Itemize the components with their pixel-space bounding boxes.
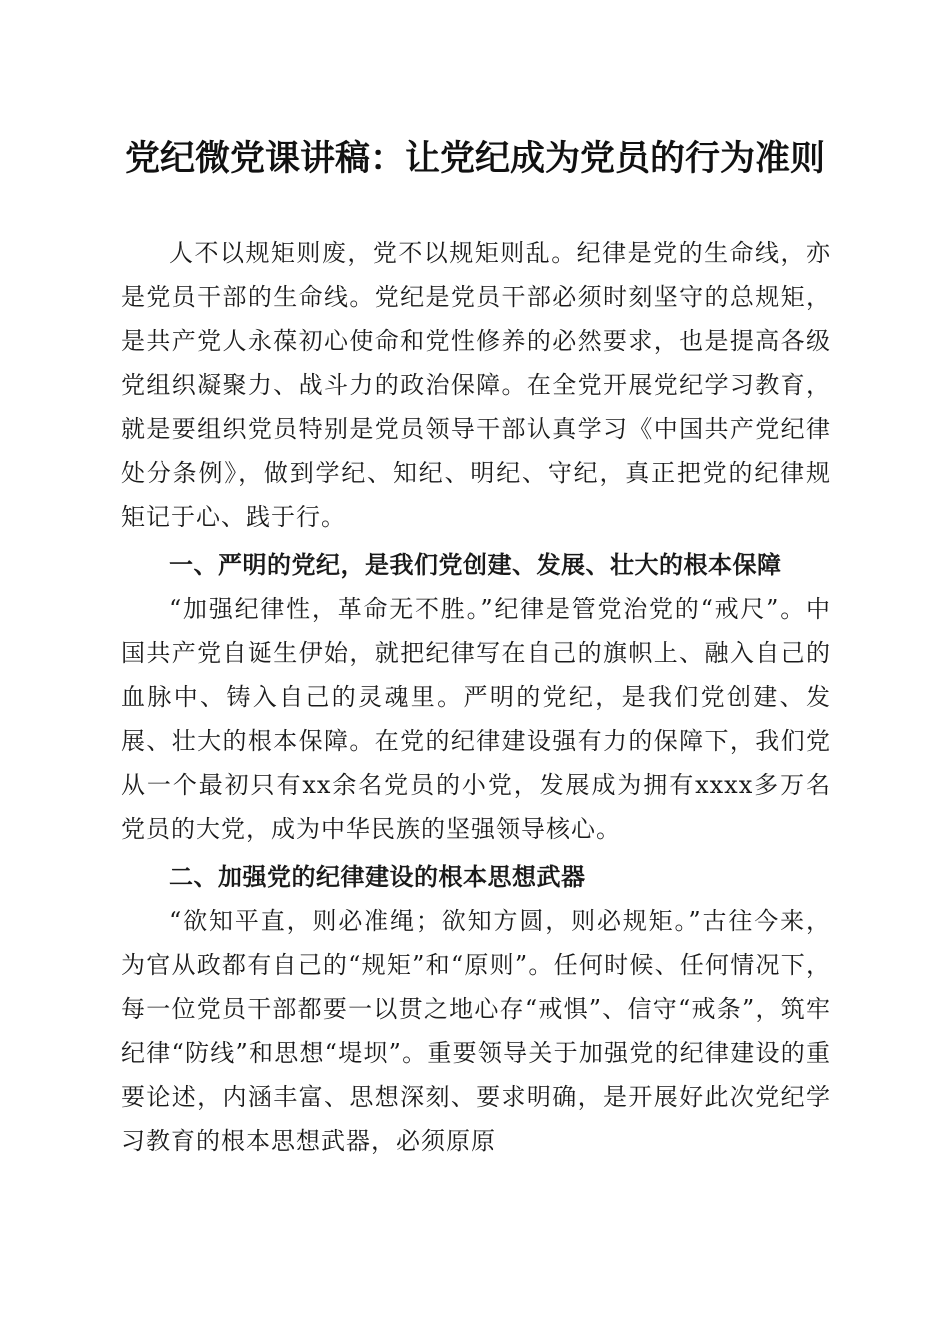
section-1-heading: 一、严明的党纪，是我们党创建、发展、壮大的根本保障 — [169, 551, 782, 579]
intro-paragraph: 人不以规矩则废，党不以规矩则乱。纪律是党的生命线，亦是党员干部的生命线。党纪是党员干部必须时刻坚守的总规矩，是共产党人永葆初心使命和党性修养的必然要求，也是提高各级党组织凝聚力、战斗力的政治保障。在全党开展党纪学习教育，就是要组织党员特别是党员领导干部认真学习《中国共产党纪律处分条例》，做到学纪、知纪、明纪、守纪，真正把党的纪律规矩记于心、践于行。 — [121, 239, 831, 531]
document-title: 党纪微党课讲稿：让党纪成为党员的行为准则 — [124, 138, 825, 179]
intro-block — [121, 231, 831, 539]
section-2-heading: 二、加强党的纪律建设的根本思想武器 — [169, 863, 586, 891]
section-2 — [121, 855, 831, 1163]
section-1 — [121, 543, 831, 851]
section-2-paragraph: “欲知平直，则必准绳；欲知方圆，则必规矩。”古往今来，为官从政都有自己的“规矩”和“原则”。任何时候、任何情况下，每一位党员干部都要一以贯之地心存“戒惧”、信守“戒条”，筑牢纪律“防线”和思想“堤坝”。重要领导关于加强党的纪律建设的重要论述，内涵丰富、思想深刻、要求明确，是开展好此次党纪学习教育的根本思想武器，必须原原 — [121, 907, 831, 1155]
section-1-paragraph: “加强纪律性，革命无不胜。”纪律是管党治党的“戒尺”。中国共产党自诞生伊始，就把纪律写在自己的旗帜上、融入自己的血脉中、铸入自己的灵魂里。严明的党纪，是我们党创建、发展、壮大的根本保障。在党的纪律建设强有力的保障下，我们党从一个最初只有xx余名党员的小党，发展成为拥有xxxx多万名党员的大党，成为中华民族的坚强领导核心。 — [121, 595, 831, 843]
